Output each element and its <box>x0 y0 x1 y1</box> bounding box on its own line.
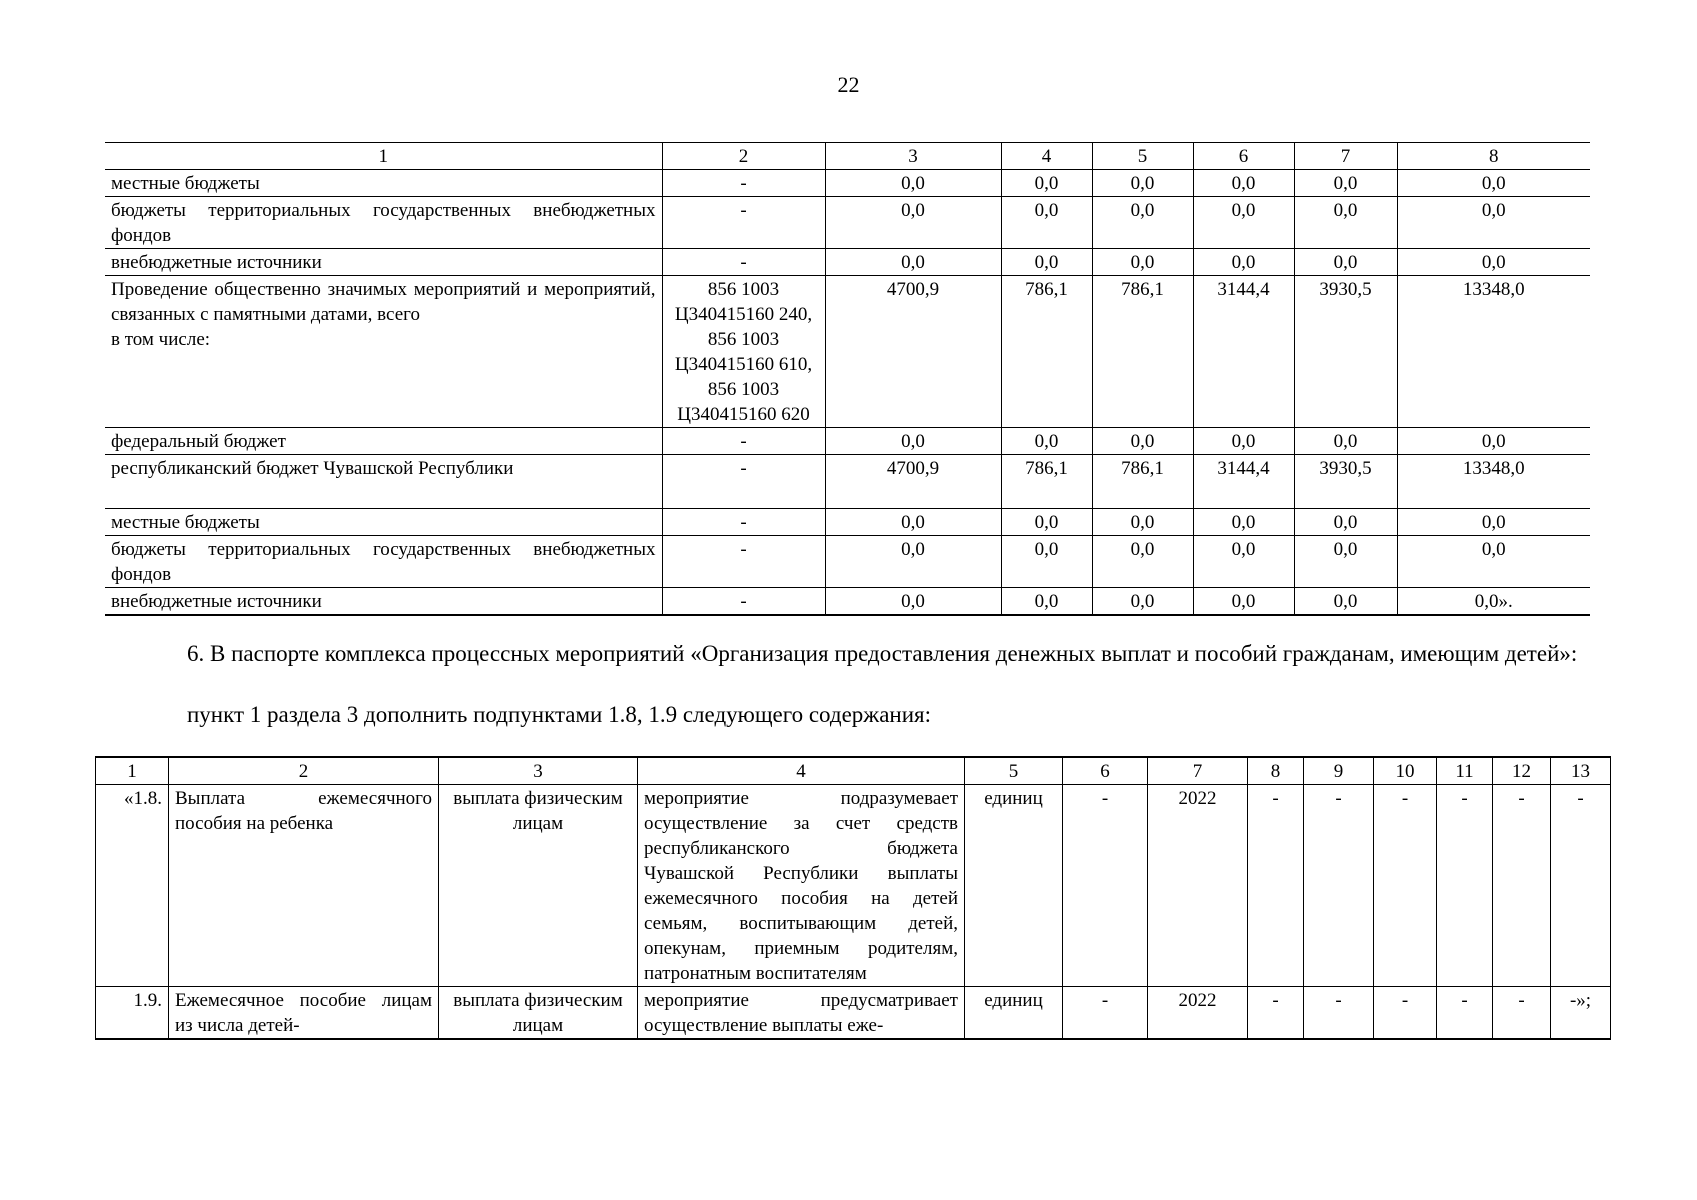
value-cell: - <box>1374 785 1437 987</box>
table-row <box>105 455 1590 509</box>
value-cell: - <box>1248 987 1304 1040</box>
header-cell: 2 <box>662 143 825 170</box>
paragraph-6-sub: пункт 1 раздела 3 дополнить подпунктами 1.8, 1.9 следующего содержания: <box>187 702 931 727</box>
value-cell: 0,0 <box>1294 509 1397 536</box>
row-code: - <box>662 197 825 249</box>
header-cell: 5 <box>1092 143 1193 170</box>
table-row <box>105 588 1590 616</box>
value-cell: 3144,4 <box>1193 455 1294 509</box>
value-cell: 0,0 <box>1001 509 1092 536</box>
value-cell: 0,0 <box>1193 588 1294 616</box>
value-cell: 4700,9 <box>825 276 1001 428</box>
value-cell: 0,0 <box>1397 536 1590 588</box>
row-name: внебюджетные источники <box>105 588 662 616</box>
value-cell: 0,0 <box>825 588 1001 616</box>
value-cell: 0,0 <box>1001 588 1092 616</box>
row-name <box>105 276 662 428</box>
header-cell: 6 <box>1193 143 1294 170</box>
item-name: Выплата ежемесячного пособия на ребенка <box>169 785 439 987</box>
value-cell: 0,0 <box>1193 249 1294 276</box>
value-cell: 0,0 <box>1294 428 1397 455</box>
row-code: - <box>662 170 825 197</box>
item-type: выплата физическим лицам <box>439 785 638 987</box>
item-name: Ежемесячное пособие лицам из числа детей- <box>169 987 439 1040</box>
table-row <box>96 785 1611 987</box>
value-cell: 13348,0 <box>1397 455 1590 509</box>
value-cell: 0,0 <box>1092 536 1193 588</box>
value-cell: 786,1 <box>1092 276 1193 428</box>
header-cell: 4 <box>638 757 965 785</box>
row-name: бюджеты территориальных государственных внебюджетных фондов <box>105 536 662 588</box>
value-cell: -»; <box>1551 987 1611 1040</box>
value-cell: - <box>1551 785 1611 987</box>
row-name-main: Проведение общественно значимых мероприятий и мероприятий, связанных с памятными датами, всего <box>111 279 656 325</box>
value-cell: 0,0 <box>1092 588 1193 616</box>
value-cell: 0,0 <box>1092 170 1193 197</box>
table-row <box>105 170 1590 197</box>
row-code: - <box>662 455 825 509</box>
row-code: - <box>662 249 825 276</box>
value-cell: - <box>1063 987 1148 1040</box>
table-row <box>105 197 1590 249</box>
value-cell: 0,0 <box>1193 509 1294 536</box>
value-cell: 0,0 <box>1092 509 1193 536</box>
table-row <box>105 509 1590 536</box>
value-cell: 0,0 <box>825 249 1001 276</box>
header-cell: 10 <box>1374 757 1437 785</box>
value-cell: 0,0 <box>1001 428 1092 455</box>
value-cell: 0,0 <box>1294 536 1397 588</box>
item-year: 2022 <box>1148 785 1248 987</box>
item-year: 2022 <box>1148 987 1248 1040</box>
value-cell: 786,1 <box>1001 455 1092 509</box>
paragraph-6: 6. В паспорте комплекса процессных мероприятий «Организация предоставления денежных выплат и пособий гражданам, имеющим детей»: <box>187 641 1578 666</box>
value-cell: 0,0 <box>825 428 1001 455</box>
row-name: бюджеты территориальных государственных внебюджетных фондов <box>105 197 662 249</box>
value-cell: 0,0 <box>825 170 1001 197</box>
table-row <box>105 249 1590 276</box>
row-code: 856 1003 Ц340415160 240, 856 1003 Ц340415160 610, 856 1003 Ц340415160 620 <box>662 276 825 428</box>
header-cell: 2 <box>169 757 439 785</box>
table-row <box>105 428 1590 455</box>
header-cell: 4 <box>1001 143 1092 170</box>
value-cell: 0,0 <box>1397 509 1590 536</box>
value-cell: 3144,4 <box>1193 276 1294 428</box>
value-cell: - <box>1304 987 1374 1040</box>
value-cell: - <box>1248 785 1304 987</box>
table-row <box>105 536 1590 588</box>
header-cell: 1 <box>96 757 169 785</box>
value-cell: - <box>1493 785 1551 987</box>
value-cell: 0,0 <box>1397 170 1590 197</box>
table-header-row <box>105 143 1590 170</box>
item-description: мероприятие подразумевает осуществление за счет средств республиканского бюджета Чувашской Республики выплаты ежемесячного пособия на детей семьям, воспитывающим детей, опекунам, приемным родителям, патронатным воспитателям <box>638 785 965 987</box>
header-cell: 8 <box>1248 757 1304 785</box>
value-cell: 0,0 <box>1092 249 1193 276</box>
row-name: внебюджетные источники <box>105 249 662 276</box>
value-cell: 3930,5 <box>1294 455 1397 509</box>
value-cell: - <box>1063 785 1148 987</box>
header-cell: 6 <box>1063 757 1148 785</box>
value-cell: 3930,5 <box>1294 276 1397 428</box>
value-cell: 0,0 <box>1397 197 1590 249</box>
header-cell: 5 <box>965 757 1063 785</box>
value-cell: 0,0 <box>825 536 1001 588</box>
row-code: - <box>662 509 825 536</box>
value-cell: - <box>1437 785 1493 987</box>
value-cell: 0,0 <box>825 197 1001 249</box>
value-cell: - <box>1493 987 1551 1040</box>
table-row <box>96 987 1611 1040</box>
header-cell: 12 <box>1493 757 1551 785</box>
item-unit: единиц <box>965 785 1063 987</box>
header-cell: 7 <box>1294 143 1397 170</box>
value-cell: 0,0 <box>1001 197 1092 249</box>
table-row <box>105 276 1590 428</box>
header-cell: 7 <box>1148 757 1248 785</box>
measures-table <box>95 756 1611 1040</box>
value-cell: 0,0 <box>1193 428 1294 455</box>
header-cell: 13 <box>1551 757 1611 785</box>
row-name: местные бюджеты <box>105 170 662 197</box>
value-cell: 0,0 <box>1001 170 1092 197</box>
item-number: 1.9. <box>96 987 169 1040</box>
value-cell: - <box>1374 987 1437 1040</box>
value-cell: 786,1 <box>1092 455 1193 509</box>
value-cell: 0,0 <box>1294 197 1397 249</box>
value-cell: 4700,9 <box>825 455 1001 509</box>
value-cell: 0,0 <box>1193 170 1294 197</box>
value-cell: 0,0 <box>1397 428 1590 455</box>
value-cell: 0,0 <box>1294 249 1397 276</box>
value-cell: 0,0 <box>1193 536 1294 588</box>
value-cell: 0,0 <box>1193 197 1294 249</box>
budget-table <box>105 142 1590 616</box>
value-cell: 0,0 <box>1397 249 1590 276</box>
table-header-row <box>96 757 1611 785</box>
item-type: выплата физическим лицам <box>439 987 638 1040</box>
header-cell: 3 <box>439 757 638 785</box>
value-cell: 0,0 <box>825 509 1001 536</box>
row-name: республиканский бюджет Чувашской Республики <box>105 455 662 509</box>
value-cell: 0,0». <box>1397 588 1590 616</box>
item-number: «1.8. <box>96 785 169 987</box>
header-cell: 9 <box>1304 757 1374 785</box>
row-code: - <box>662 588 825 616</box>
value-cell: 0,0 <box>1092 197 1193 249</box>
value-cell: 0,0 <box>1294 170 1397 197</box>
item-description: мероприятие предусматривает осуществление выплаты еже- <box>638 987 965 1040</box>
value-cell: 0,0 <box>1092 428 1193 455</box>
header-cell: 3 <box>825 143 1001 170</box>
header-cell: 1 <box>105 143 662 170</box>
row-code: - <box>662 536 825 588</box>
value-cell: - <box>1437 987 1493 1040</box>
value-cell: 0,0 <box>1001 536 1092 588</box>
row-code: - <box>662 428 825 455</box>
row-name: местные бюджеты <box>105 509 662 536</box>
value-cell: 786,1 <box>1001 276 1092 428</box>
value-cell: 13348,0 <box>1397 276 1590 428</box>
header-cell: 11 <box>1437 757 1493 785</box>
page-number: 22 <box>837 72 860 97</box>
value-cell: 0,0 <box>1001 249 1092 276</box>
row-name: федеральный бюджет <box>105 428 662 455</box>
value-cell: 0,0 <box>1294 588 1397 616</box>
value-cell: - <box>1304 785 1374 987</box>
row-name-sub: в том числе: <box>111 329 211 350</box>
item-unit: единиц <box>965 987 1063 1040</box>
header-cell: 8 <box>1397 143 1590 170</box>
